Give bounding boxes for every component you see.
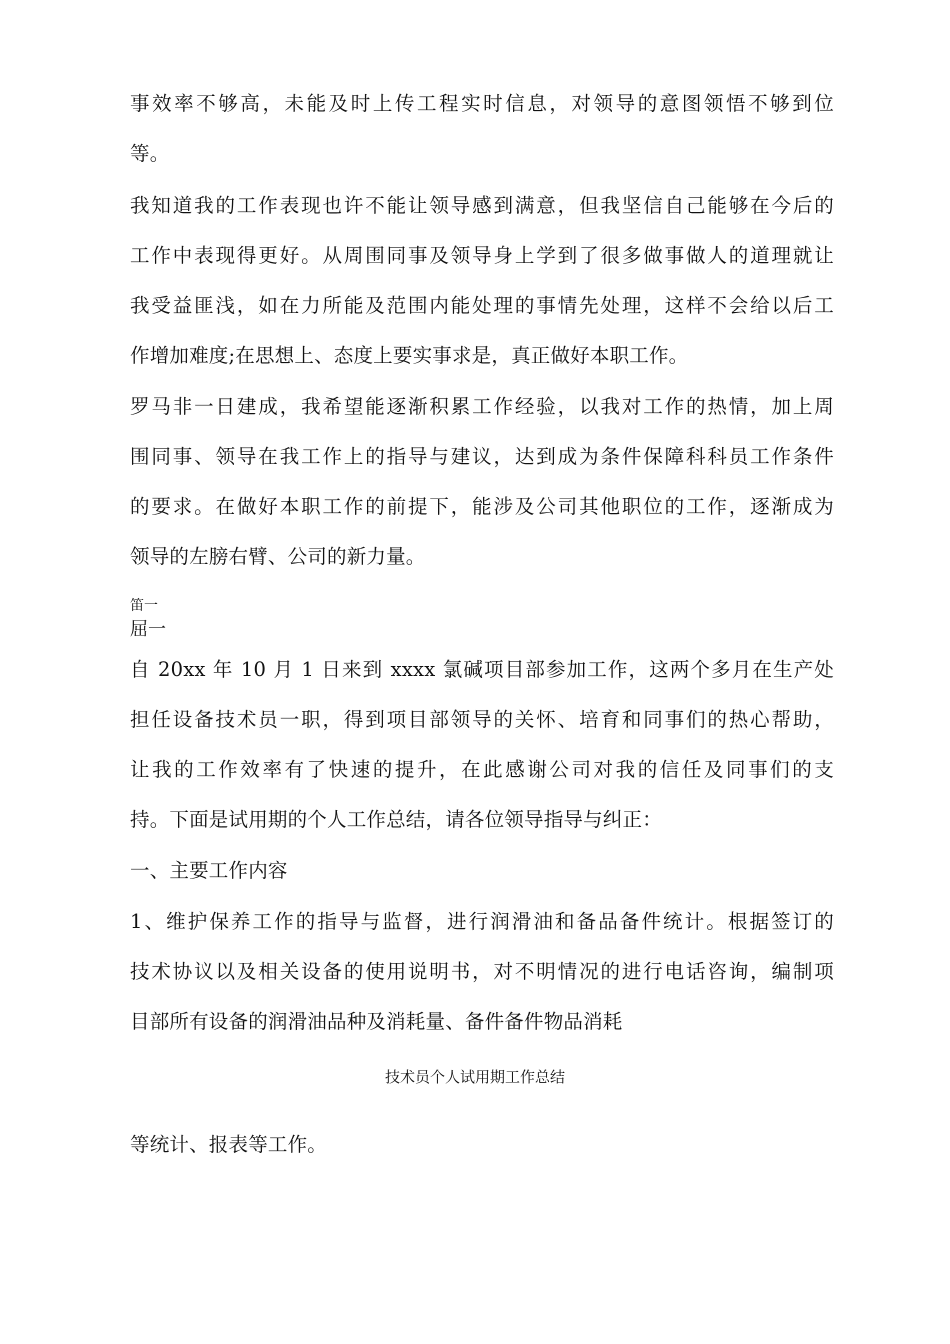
text-line: 目部所有设备的润滑油品种及消耗量、备件备件物品消耗 [130, 1010, 623, 1033]
text-line: 1、维护保养工作的指导与监督，进行润滑油和备品备件统计。根据签订的 [130, 910, 834, 933]
text-line: 我受益匪浅，如在力所能及范围内能处理的事情先处理，这样不会给以后工 [130, 294, 834, 317]
text-line: 事效率不够高，未能及时上传工程实时信息，对领导的意图领悟不够到位 [130, 92, 834, 115]
text-line: 领导的左膀右臂、公司的新力量。 [130, 545, 426, 568]
paragraph-self-assessment [130, 181, 834, 381]
text-line: 我知道我的工作表现也许不能让领导感到满意，但我坚信自己能够在今后的 [130, 194, 834, 217]
text-line: 围同事、领导在我工作上的指导与建议，达到成为条件保障科科员工作条件 [130, 445, 834, 468]
text-line: 等统计、报表等工作。 [130, 1133, 328, 1156]
section-label-medium: 屈一 [130, 619, 166, 640]
text-line: 作增加难度;在思想上、态度上要实事求是，真正做好本职工作。 [130, 344, 689, 367]
page-footer-title: 技术员个人试用期工作总结 [384, 1068, 565, 1086]
text-line: 技术协议以及相关设备的使用说明书，对不明情况的进行电话咨询，编制项 [130, 960, 834, 983]
text-line: 让我的工作效率有了快速的提升，在此感谢公司对我的信任及同事们的支 [130, 758, 834, 781]
text-line: 等。 [130, 142, 170, 165]
text-line: 持。下面是试用期的个人工作总结，请各位领导指导与纠正： [130, 808, 662, 831]
text-line: 担任设备技术员一职，得到项目部领导的关怀、培育和同事们的热心帮助， [130, 708, 834, 731]
paragraph-maintenance [130, 897, 834, 1047]
paragraph-continuation [130, 1120, 834, 1170]
paragraph-introduction [130, 645, 834, 845]
heading-text: 一、主要工作内容 [130, 859, 288, 882]
paragraph-efficiency [130, 79, 834, 179]
text-line: 的要求。在做好本职工作的前提下，能涉及公司其他职位的工作，逐渐成为 [130, 495, 834, 518]
section-heading [130, 846, 834, 896]
text-line: 自 20xx 年 10 月 1 日来到 xxxx 氯碱项目部参加工作，这两个多月在生产处 [130, 658, 834, 681]
text-line: 罗马非一日建成，我希望能逐渐积累工作经验，以我对工作的热情，加上周 [130, 395, 834, 418]
text-line: 工作中表现得更好。从周围同事及领导身上学到了很多做事做人的道理就让 [130, 244, 834, 267]
paragraph-aspiration [130, 382, 834, 582]
section-label-small: 笛一 [130, 598, 158, 614]
